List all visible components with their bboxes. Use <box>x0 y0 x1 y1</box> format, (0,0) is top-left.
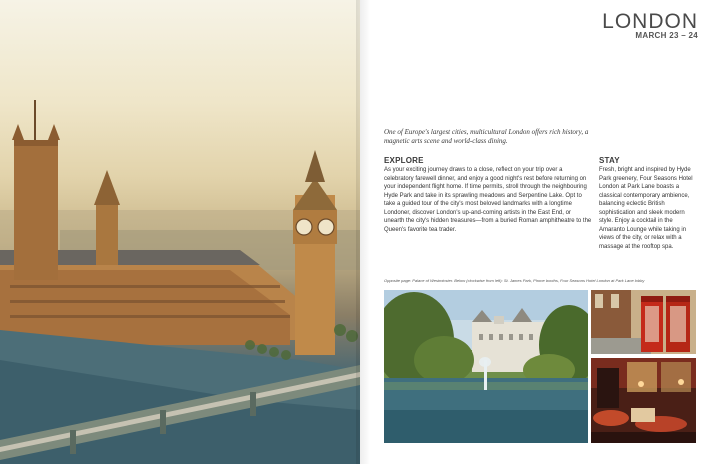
phone-booths-photo <box>591 290 696 354</box>
hotel-lobby-photo <box>591 358 696 443</box>
st-james-park-photo <box>384 290 588 443</box>
page-gutter <box>356 0 370 464</box>
photo-caption: Opposite page: Palace of Westminster. Below (clockwise from left): St. James Park, Phone booths, Four Seasons Hotel London at Park Lane lobby <box>384 278 645 283</box>
intro-text: One of Europe's largest cities, multicultural London offers rich history, a magnetic arts scene and world-class dining. <box>384 128 589 146</box>
trip-dates: MARCH 23 – 24 <box>635 31 698 40</box>
city-title: LONDON <box>602 10 698 33</box>
stay-heading: STAY <box>599 156 620 165</box>
explore-body: As your exciting journey draws to a close, reflect on your trip over a celebratory farewell dinner, and enjoy a good night's rest before returning on your independent flight home. If time permits, stroll through the neighbouring Hyde Park and take in its sprawling meadows and Serpentine Lake. Opt to take a guided tour of the city's most beloved landmarks with a longtime Londoner, discover London's up-and-coming artists in the East End, or unearth the city's hidden treasures—from a buried Roman amphitheatre to the Queen's favorite tea trader. <box>384 167 592 233</box>
explore-heading: EXPLORE <box>384 156 424 165</box>
stay-body: Fresh, bright and inspired by Hyde Park greenery, Four Seasons Hotel London at Park Lane boasts a classical contemporary ambience, balancing eclectic British sophistication and sleek modern style. Enjoy a cocktail in the Amaranto Lounge while taking in views of the city, or relax with a massage at the rooftop spa. <box>599 167 693 250</box>
